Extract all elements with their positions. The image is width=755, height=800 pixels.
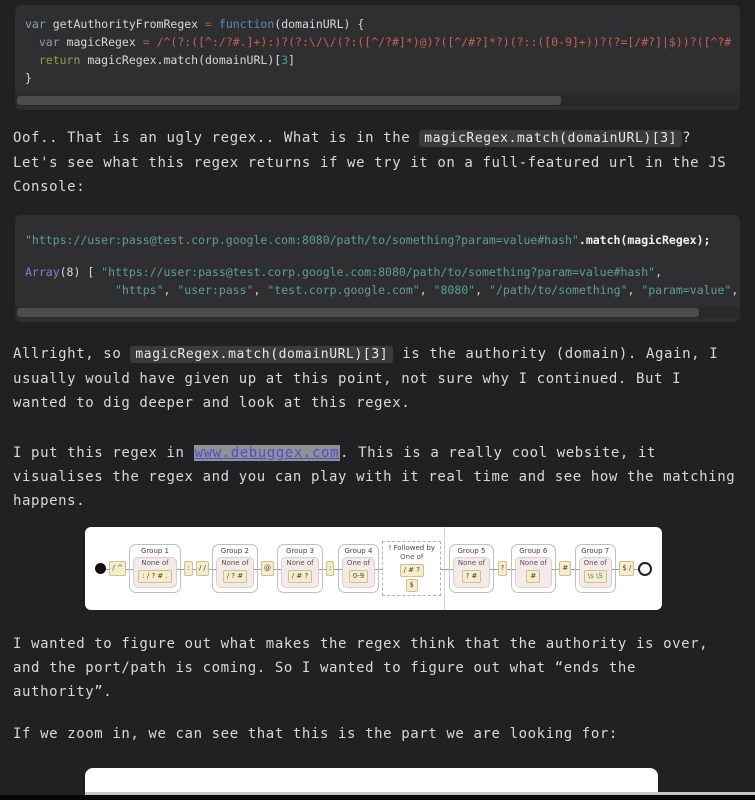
- diagram-group-4: Group 4 One of 0-9: [338, 544, 379, 592]
- text-token: magicRegex.match(domainURL)[: [87, 53, 282, 67]
- inline-code: magicRegex.match(domainURL)[3]: [419, 130, 682, 147]
- console-input-line: [25, 231, 730, 249]
- text-token: [25, 283, 115, 297]
- paragraph-figure-out: [13, 632, 737, 704]
- diagram-literal-box: ?: [498, 561, 508, 576]
- diagram-literal-box: $ /: [619, 561, 634, 576]
- text-token: .match(magicRegex);: [578, 233, 711, 247]
- text-token: ,: [655, 265, 662, 279]
- diagram-group-7: Group 7 One of \s \S: [575, 544, 616, 592]
- text-token: (domainURL) {: [274, 17, 365, 31]
- paragraph-ugly-regex: [13, 126, 737, 199]
- code-line: [25, 51, 730, 69]
- paragraph-debuggex: [13, 441, 737, 513]
- text-token: =: [142, 35, 157, 49]
- text-token: Allright, so: [13, 346, 131, 362]
- text-token: is the authority (domain). Again, I usually would have given up at this point, not sure why I continued. But I wanted to dig deeper and look at this regex.: [13, 346, 719, 411]
- text-token: "https://user:pass@test.corp.google.com:8080/path/to/something?param=value#hash": [25, 233, 579, 247]
- text-token: ,: [475, 283, 489, 297]
- diagram-literal-box: :: [326, 561, 334, 576]
- regex-railroad-diagram-image: [85, 527, 662, 610]
- diagram-literal-box: / /: [196, 561, 209, 576]
- bottom-black-strip: [0, 795, 755, 800]
- text-token: "https": [115, 283, 164, 297]
- text-token: magicRegex: [66, 35, 143, 49]
- debuggex-link[interactable]: www.debuggex.com: [194, 445, 340, 461]
- text-token: var: [25, 35, 67, 49]
- code-line: [25, 69, 730, 87]
- text-token: (8) [: [59, 265, 102, 279]
- text-token: return: [25, 53, 88, 67]
- text-token: function: [218, 17, 275, 31]
- text-token: =: [205, 17, 219, 31]
- code-block-console-output: [15, 215, 740, 322]
- diagram-group-2: Group 2 None of / ? #: [212, 544, 257, 592]
- diagram-group-3: Group 3 None of / # ?: [277, 544, 322, 592]
- text-token: ,: [731, 283, 739, 297]
- text-token: ,: [163, 283, 178, 297]
- diagram-literal-box: / ^: [109, 561, 125, 576]
- paragraph-zoom-in: [13, 722, 737, 746]
- console-array-line-2: [25, 281, 739, 299]
- horizontal-scrollbar-track[interactable]: [15, 95, 740, 106]
- text-token: getAuthorityFromRegex: [52, 17, 206, 31]
- diagram-start-node: [95, 563, 106, 574]
- horizontal-scrollbar-thumb[interactable]: [17, 308, 699, 317]
- text-token: ,: [627, 283, 642, 297]
- diagram-divider: [444, 527, 445, 610]
- text-token: If we zoom in, we can see that this is the part we are looking for:: [13, 726, 618, 742]
- horizontal-scrollbar-thumb[interactable]: [17, 96, 561, 105]
- diagram-literal-box: :: [184, 561, 192, 576]
- text-token: ,: [253, 283, 268, 297]
- text-token: Array: [25, 265, 60, 279]
- text-token: ,: [419, 283, 434, 297]
- zoomed-diagram-image-partial: [85, 768, 658, 792]
- diagram-lookahead-group: ! Followed by One of / # ? $: [382, 541, 441, 596]
- inline-code: magicRegex.match(domainURL)[3]: [130, 346, 393, 363]
- text-token: I put this regex in: [13, 445, 194, 461]
- code-line: [25, 15, 730, 33]
- text-token: ]: [288, 53, 296, 67]
- text-token: I wanted to figure out what makes the regex think that the authority is over, and the port/path is coming. So I wanted to figure out what “ends the authority”.: [13, 636, 709, 700]
- diagram-group-5: Group 5 None of ? #: [449, 544, 494, 592]
- text-token: "/path/to/something": [488, 283, 628, 297]
- text-token: 3: [281, 53, 289, 67]
- diagram-literal-box: @: [261, 561, 274, 576]
- diagram-group-1: Group 1 None of : / ? # .: [129, 544, 180, 592]
- text-token: ? Let's see what this regex returns if we try it on a full-featured url in the JS Console:: [13, 130, 727, 195]
- console-array-line-1: [25, 263, 730, 281]
- code-line: [25, 33, 730, 51]
- horizontal-scrollbar-track[interactable]: [15, 307, 740, 318]
- console-spacer: [25, 249, 730, 263]
- text-token: "param=value": [641, 283, 732, 297]
- diagram-group-6: Group 6 None of #: [511, 544, 556, 592]
- text-token: var: [25, 17, 53, 31]
- code-block-function: [15, 5, 740, 110]
- paragraph-authority: [13, 342, 737, 415]
- text-token: }: [25, 71, 32, 85]
- text-token: Oof.. That is an ugly regex.. What is in the: [13, 130, 420, 146]
- diagram-literal-box: #: [559, 561, 571, 576]
- text-token: "8080": [433, 283, 476, 297]
- text-token: "user:pass": [177, 283, 254, 297]
- diagram-end-node: [638, 562, 652, 576]
- text-token: "https://user:pass@test.corp.google.com:8080/path/to/something?param=value#hash": [101, 265, 656, 279]
- text-token: . This is a really cool website, it visualises the regex and you can play with it real time and see how the matching happens.: [13, 445, 736, 509]
- text-token: "test.corp.google.com": [267, 283, 420, 297]
- text-token: /^(?:([^:/?#.]+):)?(?:\/\/(?:([^/?#]*)@)?([^/#?]*?)(?::([0-9]+))?(?=[/#?]|$))?([^?#: [156, 35, 732, 49]
